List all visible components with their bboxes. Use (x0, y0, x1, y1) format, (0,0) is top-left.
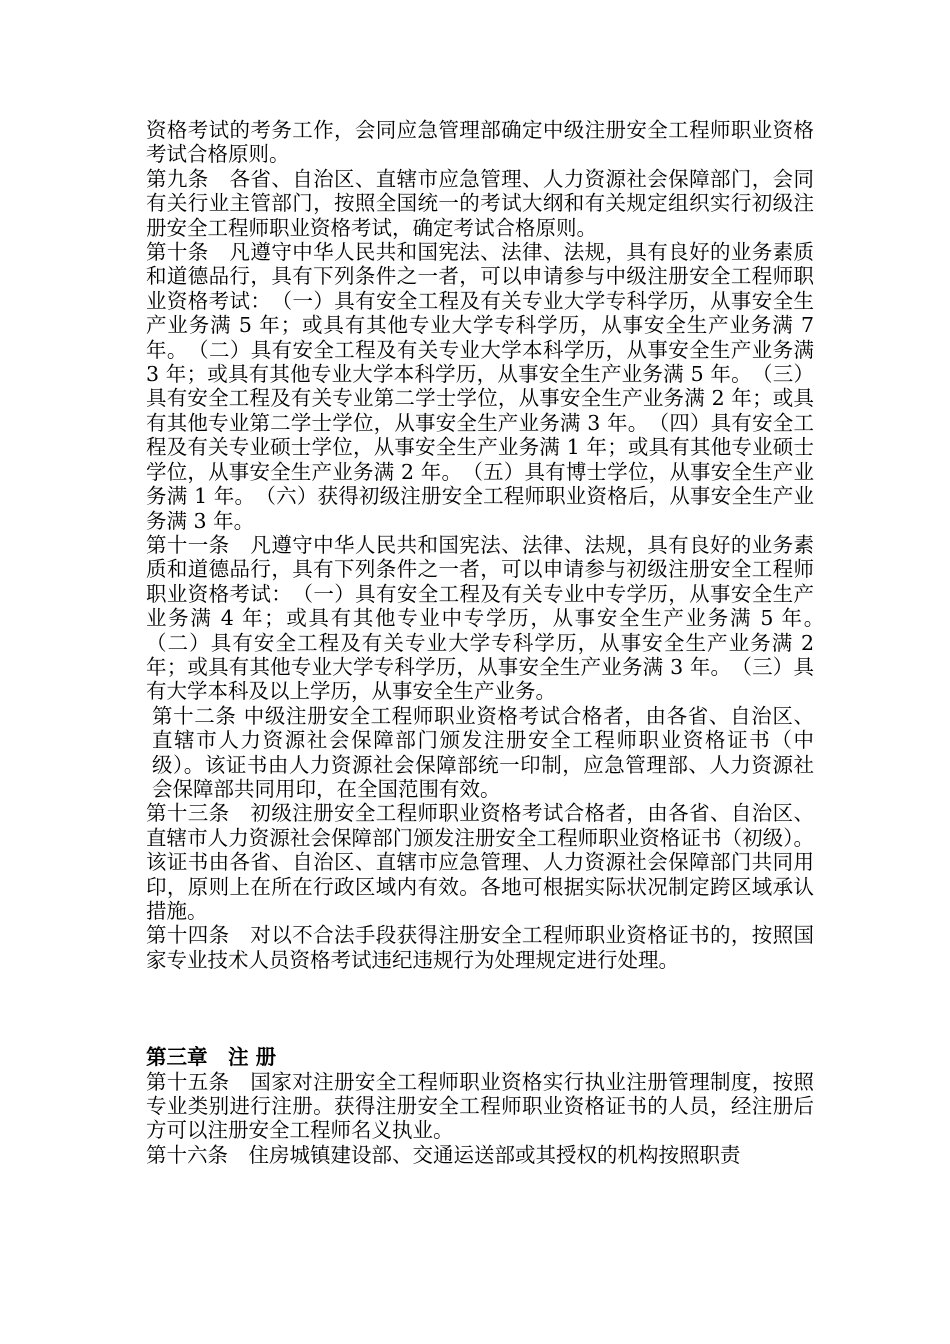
paragraph-article-12: 第十二条 中级注册安全工程师职业资格考试合格者，由各省、自治区、直辖市人力资源社会保障部门颁发注册安全工程师职业资格证书（中级）。该证书由人力资源社会保障部统一印制，应急管理部、人力资源社会保障部共同用印，在全国范围有效。 (152, 703, 814, 801)
paragraph-article-13: 第十三条 初级注册安全工程师职业资格考试合格者，由各省、自治区、直辖市人力资源社会保障部门颁发注册安全工程师职业资格证书（初级）。该证书由各省、自治区、直辖市应急管理、人力资源社会保障部门共同用印，原则上在所在行政区域内有效。各地可根据实际状况制定跨区域承认措施。 (146, 801, 814, 923)
chapter-heading: 第三章 注 册 (146, 1045, 277, 1070)
paragraph-exam-affairs: 资格考试的考务工作，会同应急管理部确定中级注册安全工程师职业资格考试合格原则。 (146, 118, 814, 167)
paragraph-article-9: 第九条 各省、自治区、直辖市应急管理、人力资源社会保障部门，会同有关行业主管部门，按照全国统一的考试大纲和有关规定组织实行初级注册安全工程师职业资格考试，确定考试合格原则。 (146, 166, 814, 240)
section-spacer (146, 972, 814, 1045)
document-page (146, 118, 835, 1167)
paragraph-article-14: 第十四条 对以不合法手段获得注册安全工程师职业资格证书的，按照国家专业技术人员资格考试违纪违规行为处理规定进行处理。 (146, 923, 814, 972)
paragraph-article-15: 第十五条 国家对注册安全工程师职业资格实行执业注册管理制度，按照专业类别进行注册。获得注册安全工程师职业资格证书的人员，经注册后方可以注册安全工程师名义执业。 (146, 1069, 814, 1143)
paragraph-article-11: 第十一条 凡遵守中华人民共和国宪法、法律、法规，具有良好的业务素质和道德品行，具有下列条件之一者，可以申请参与初级注册安全工程师职业资格考试： （一）具有安全工程及有关专业中专学历，从事安全生产业务满 4 年；或具有其他专业中专学历，从事安全生产业务满 5 年。 （二）具有安全工程及有关专业大学专科学历，从事安全生产业务满 2 年；或具有其他专业大学专科学历，从事安全生产业务满 3 年。 （三）具有大学本科及以上学历，从事安全生产业务。 (146, 532, 835, 704)
paragraph-article-10: 第十条 凡遵守中华人民共和国宪法、法律、法规，具有良好的业务素质和道德品行，具有下列条件之一者，可以申请参与中级注册安全工程师职业资格考试： （一）具有安全工程及有关专业大学专科学历，从事安全生产业务满 5 年；或具有其他专业大学专科学历，从事安全生产业务满 7 年。 （二）具有安全工程及有关专业大学本科学历，从事安全生产业务满 3 年；或具有其他专业大学本科学历，从事安全生产业务满 5 年。 （三）具有安全工程及有关专业第二学士学位，从事安全生产业务满 2 年；或具有其他专业第二学士学位，从事安全生产业务满 3 年。 （四）具有安全工程及有关专业硕士学位，从事安全生产业务满 1 年；或具有其他专业硕士学位，从事安全生产业务满 2 年。 （五）具有博士学位，从事安全生产业务满 1 年。 （六）获得初级注册安全工程师职业资格后，从事安全生产业务满 3 年。 (146, 240, 814, 533)
paragraph-article-16: 第十六条 住房城镇建设部、交通运送部或其授权的机构按照职责 (146, 1142, 741, 1167)
